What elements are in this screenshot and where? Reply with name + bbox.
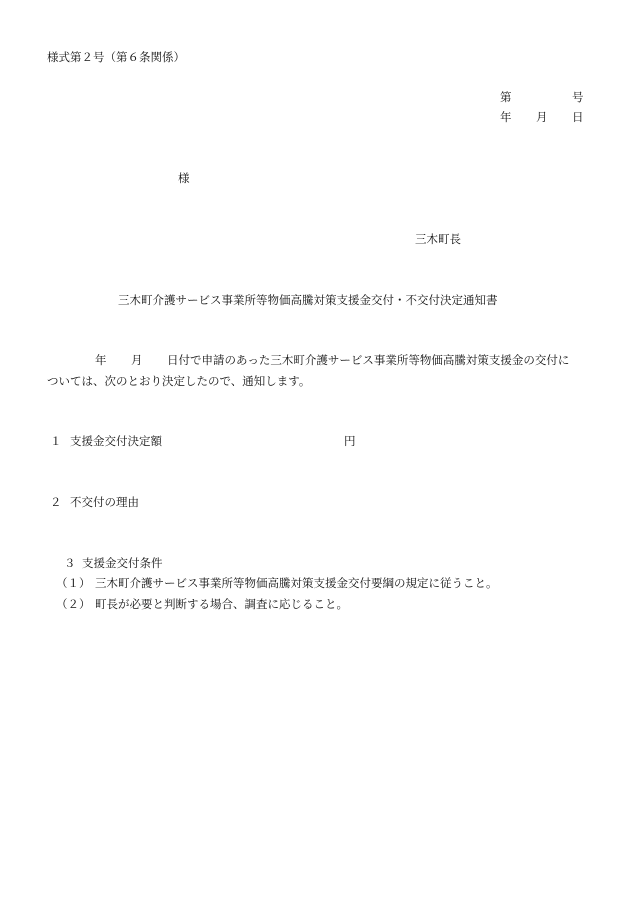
item-2-number: ２: [50, 495, 62, 509]
document-title: 三木町介護サービス事業所等物価高騰対策支援金交付・不交付決定通知書: [118, 293, 498, 307]
condition-2-text: 町長が必要と判断する場合、調査に応じること。: [95, 597, 348, 611]
recipient-honorific: 様: [178, 171, 190, 185]
body-line1: 日付で申請のあった三木町介護サービス事業所等物価高騰対策支援金の交付に: [167, 353, 570, 367]
doc-number-dai: 第: [500, 90, 512, 104]
date-day: 日: [572, 110, 584, 124]
item-3-label: 支援金交付条件: [82, 556, 163, 570]
body-line2: ついては、次のとおり決定したので、通知します。: [47, 374, 311, 388]
item-2-label: 不交付の理由: [70, 495, 139, 509]
condition-1-number: （１）: [56, 576, 91, 590]
condition-1-text: 三木町介護サービス事業所等物価高騰対策支援金交付要綱の規定に従うこと。: [95, 576, 498, 590]
date-month: 月: [536, 110, 548, 124]
body-month: 月: [131, 353, 143, 367]
doc-number-go: 号: [572, 90, 584, 104]
item-3-number: ３: [64, 556, 76, 570]
item-1-number: １: [50, 434, 62, 448]
item-1-label: 支援金交付決定額: [70, 434, 162, 448]
item-1-unit: 円: [344, 434, 356, 448]
body-year: 年: [95, 353, 107, 367]
form-number: 様式第２号（第６条関係）: [47, 50, 185, 64]
date-year: 年: [500, 110, 512, 124]
condition-2-number: （２）: [56, 597, 91, 611]
issuer-name: 三木町長: [415, 232, 461, 246]
